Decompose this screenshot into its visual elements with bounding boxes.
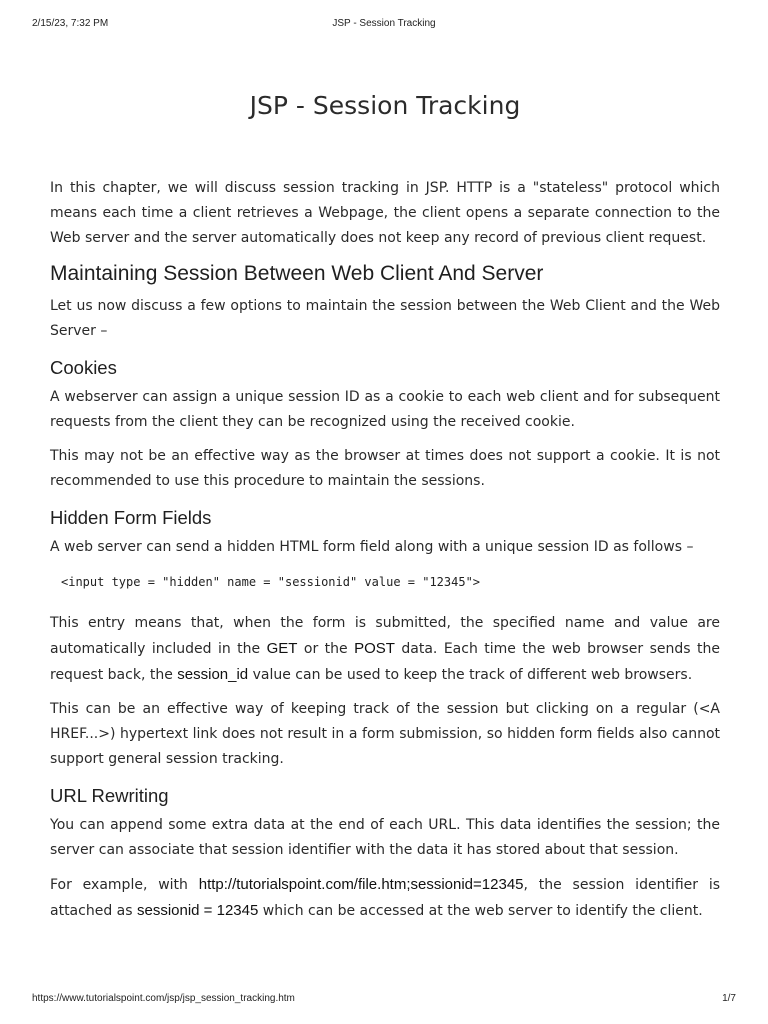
code-block: <input type = "hidden" name = "sessionid" value = "12345"> (61, 575, 481, 589)
example-url-link[interactable]: http://tutorialspoint.com/file.htm;sessionid=12345 (198, 876, 524, 893)
maintaining-paragraph: Let us now discuss a few options to maintain the session between the Web Client and the Web Server – (50, 298, 720, 339)
text-run: or the (297, 641, 355, 657)
cookies-paragraph-1: A webserver can assign a unique session ID as a cookie to each web client and for subsequent requests from the client they can be recognized using the received cookie. (50, 389, 720, 430)
url-rewriting-paragraph-2 (50, 872, 720, 924)
hidden-paragraph-1: A web server can send a hidden HTML form field along with a unique session ID as follows – (50, 539, 694, 555)
page-number: 1/7 (722, 993, 736, 1004)
section-heading-maintaining: Maintaining Session Between Web Client And Server (50, 262, 544, 285)
page-title: JSP - Session Tracking (249, 91, 521, 120)
intro-paragraph: In this chapter, we will discuss session tracking in JSP. HTTP is a "stateless" protocol which means each time a client retrieves a Webpage, the client opens a separate connection to the Web server and the server automatically does not keep any record of previous client request. (50, 180, 720, 246)
keyword-post: POST (354, 640, 395, 657)
hidden-paragraph-2 (50, 611, 720, 688)
text-run: value can be used to keep the track of different web browsers. (248, 667, 693, 683)
text-run: which can be accessed at the web server to identify the client. (258, 903, 703, 919)
subheading-cookies: Cookies (50, 357, 117, 378)
cookies-paragraph-2: This may not be an effective way as the browser at times does not support a cookie. It is not recommended to use this procedure to maintain the sessions. (50, 448, 720, 489)
print-header (32, 18, 736, 32)
hidden-paragraph-3: This can be an effective way of keeping track of the session but clicking on a regular (<A HREF...>) hypertext link does not result in a form submission, so hidden form fields also cannot support general session tracking. (50, 701, 720, 767)
print-timestamp: 2/15/23, 7:32 PM (32, 18, 109, 29)
keyword-get: GET (266, 640, 298, 657)
text-run: This entry means that, when the form is submitted, the specified name and value are automatically included in the (50, 615, 720, 657)
subheading-url-rewriting: URL Rewriting (50, 785, 169, 806)
text-run: , the session identifier is attached as (50, 877, 721, 919)
keyword-session-id: session_id (177, 666, 249, 683)
print-url: https://www.tutorialspoint.com/jsp/jsp_session_tracking.htm (32, 993, 295, 1004)
text-run: data. Each time the web browser sends the request back, the (50, 641, 721, 683)
keyword-sessionid: sessionid = 12345 (136, 902, 259, 919)
subheading-hidden-form-fields: Hidden Form Fields (50, 507, 212, 528)
print-page-title: JSP - Session Tracking (332, 18, 436, 29)
print-footer (32, 993, 736, 1007)
text-run: For example, with (50, 877, 199, 893)
article (50, 88, 720, 933)
url-rewriting-paragraph-1: You can append some extra data at the end of each URL. This data identifies the session; the server can associate that session identifier with the data it has stored about that session. (50, 817, 720, 858)
